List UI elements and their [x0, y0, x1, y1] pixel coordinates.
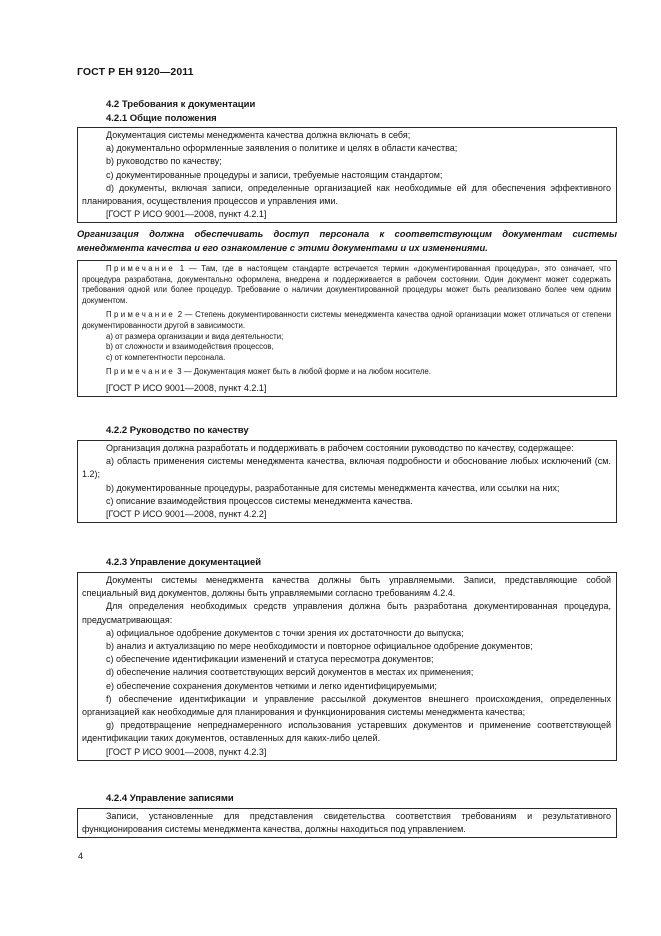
note-3: [82, 367, 611, 378]
subsection-heading-4-2-4: 4.2.4 Управление записями: [106, 793, 234, 804]
standard-reference: [ГОСТ Р ИСО 9001—2008, пункт 4.2.3]: [106, 746, 267, 757]
note-2-item: a) от размера организации и вида деятельности;: [106, 331, 284, 341]
notes-box: [77, 260, 617, 397]
subsection-heading-4-2-3: 4.2.3 Управление документацией: [106, 557, 262, 568]
note-2: [82, 310, 611, 331]
note-3-text: 3 — Документация может быть в любой форме и на любом носителе.: [175, 367, 431, 377]
box-paragraph: Документы системы менеджмента качества должны быть управляемыми. Записи, представляющие собой специальный вид документов, должны быть управляемыми согласно требованиям 4.2.4.: [82, 575, 611, 599]
list-item: a) официальное одобрение документов с точки зрения их достаточности до выпуска;: [106, 627, 464, 638]
page-number: 4: [78, 851, 84, 861]
note-label: Примечание: [106, 367, 176, 377]
list-item: b) анализ и актуализацию по мере необходимости и повторное официальное одобрение документов;: [106, 641, 533, 652]
list-item: f) обеспечение идентификации и управление рассылкой документов внешнего происхождения, определенных организацией как необходимые для планирования и функционирования системы менеджмента качества;: [82, 693, 611, 718]
standard-reference: [ГОСТ Р ИСО 9001—2008, пункт 4.2.2]: [106, 509, 267, 520]
standard-reference: [ГОСТ Р ИСО 9001—2008, пункт 4.2.1]: [106, 382, 267, 393]
box-lead-text: Организация должна разработать и поддерживать в рабочем состоянии руководство по качеству, содержащее:: [106, 443, 574, 453]
list-item: e) обеспечение сохранения документов четкими и легко идентифицируемыми;: [106, 680, 437, 691]
list-item: c) обеспечение идентификации изменений и статуса пересмотра документов;: [106, 654, 434, 665]
requirements-box-records: [77, 808, 617, 838]
list-item: c) описание взаимодействия процессов системы менеджмента качества.: [106, 495, 413, 506]
subsection-heading-4-2-2: 4.2.2 Руководство по качеству: [106, 425, 249, 436]
list-item: d) обеспечение наличия соответствующих версий документов в местах их применения;: [106, 667, 474, 678]
requirements-box-quality-manual: [77, 440, 617, 523]
list-item: a) область применения системы менеджмента качества, включая подробности и обоснование любых исключений (см. 1.2);: [82, 456, 611, 480]
list-item: c) документированные процедуры и записи, требуемые настоящим стандартом;: [106, 169, 443, 180]
access-statement: Организация должна обеспечивать доступ персонала к соответствующим документам системы менеджмента качества и его ознакомление с этими документами и их изменениями.: [77, 228, 617, 253]
box-paragraph: Записи, установленные для представления свидетельства соответствия требованиям и результативного функционирования системы менеджмента качества, должны находиться под управлением.: [82, 811, 611, 835]
list-item: d) документы, включая записи, определенные организацией как необходимые ей для обеспечения эффективного планирования, осуществления процессов и управления ими.: [82, 182, 611, 207]
note-1-text: 1 — Там, где в настоящем стандарте встречается термин «документированная процедура», это означает, что процедура разработана, документально оформлена, внедрена и поддерживается в рабочем состоянии. Один документ может содержать требования одной или более процедур. Требование о наличии документированной процедуры может быть реализовано более чем одним документом.: [82, 264, 611, 305]
note-2-item: b) от сложности и взаимодействия процессов,: [106, 342, 274, 352]
box-paragraph: Для определения необходимых средств управления должна быть разработана документированная процедура, предусматривающая:: [82, 601, 611, 625]
box-lead-text: Документация системы менеджмента качества должна включать в себя;: [106, 130, 411, 140]
list-item: b) документированные процедуры, разработанные для системы менеджмента качества, или ссылки на них;: [106, 482, 560, 493]
note-label: Примечание: [106, 264, 176, 273]
list-item: g) предотвращение непреднамеренного использования устаревших документов и применение соответствующей идентификации таких документов, оставленных для каких-либо целей.: [82, 720, 611, 744]
subsection-heading-4-2-1: 4.2.1 Общие положения: [106, 113, 217, 124]
requirements-box-document-control: [77, 572, 617, 761]
note-2-item: c) от компетентности персонала.: [106, 352, 226, 362]
note-2-text: 2 — Степень документированности системы менеджмента качества одной организации может отличаться от степени документированности другой в зависимости.: [82, 310, 611, 330]
list-item: a) документально оформленные заявления о политике и целях в области качества;: [106, 143, 458, 154]
standard-reference: [ГОСТ Р ИСО 9001—2008, пункт 4.2.1]: [106, 209, 267, 220]
note-1: [82, 264, 611, 306]
section-heading-4-2: 4.2 Требования к документации: [106, 99, 256, 110]
requirements-box-general: [77, 127, 617, 223]
note-label: Примечание: [106, 310, 176, 320]
list-item: b) руководство по качеству;: [106, 156, 222, 167]
document-header: ГОСТ Р ЕН 9120—2011: [77, 66, 194, 78]
